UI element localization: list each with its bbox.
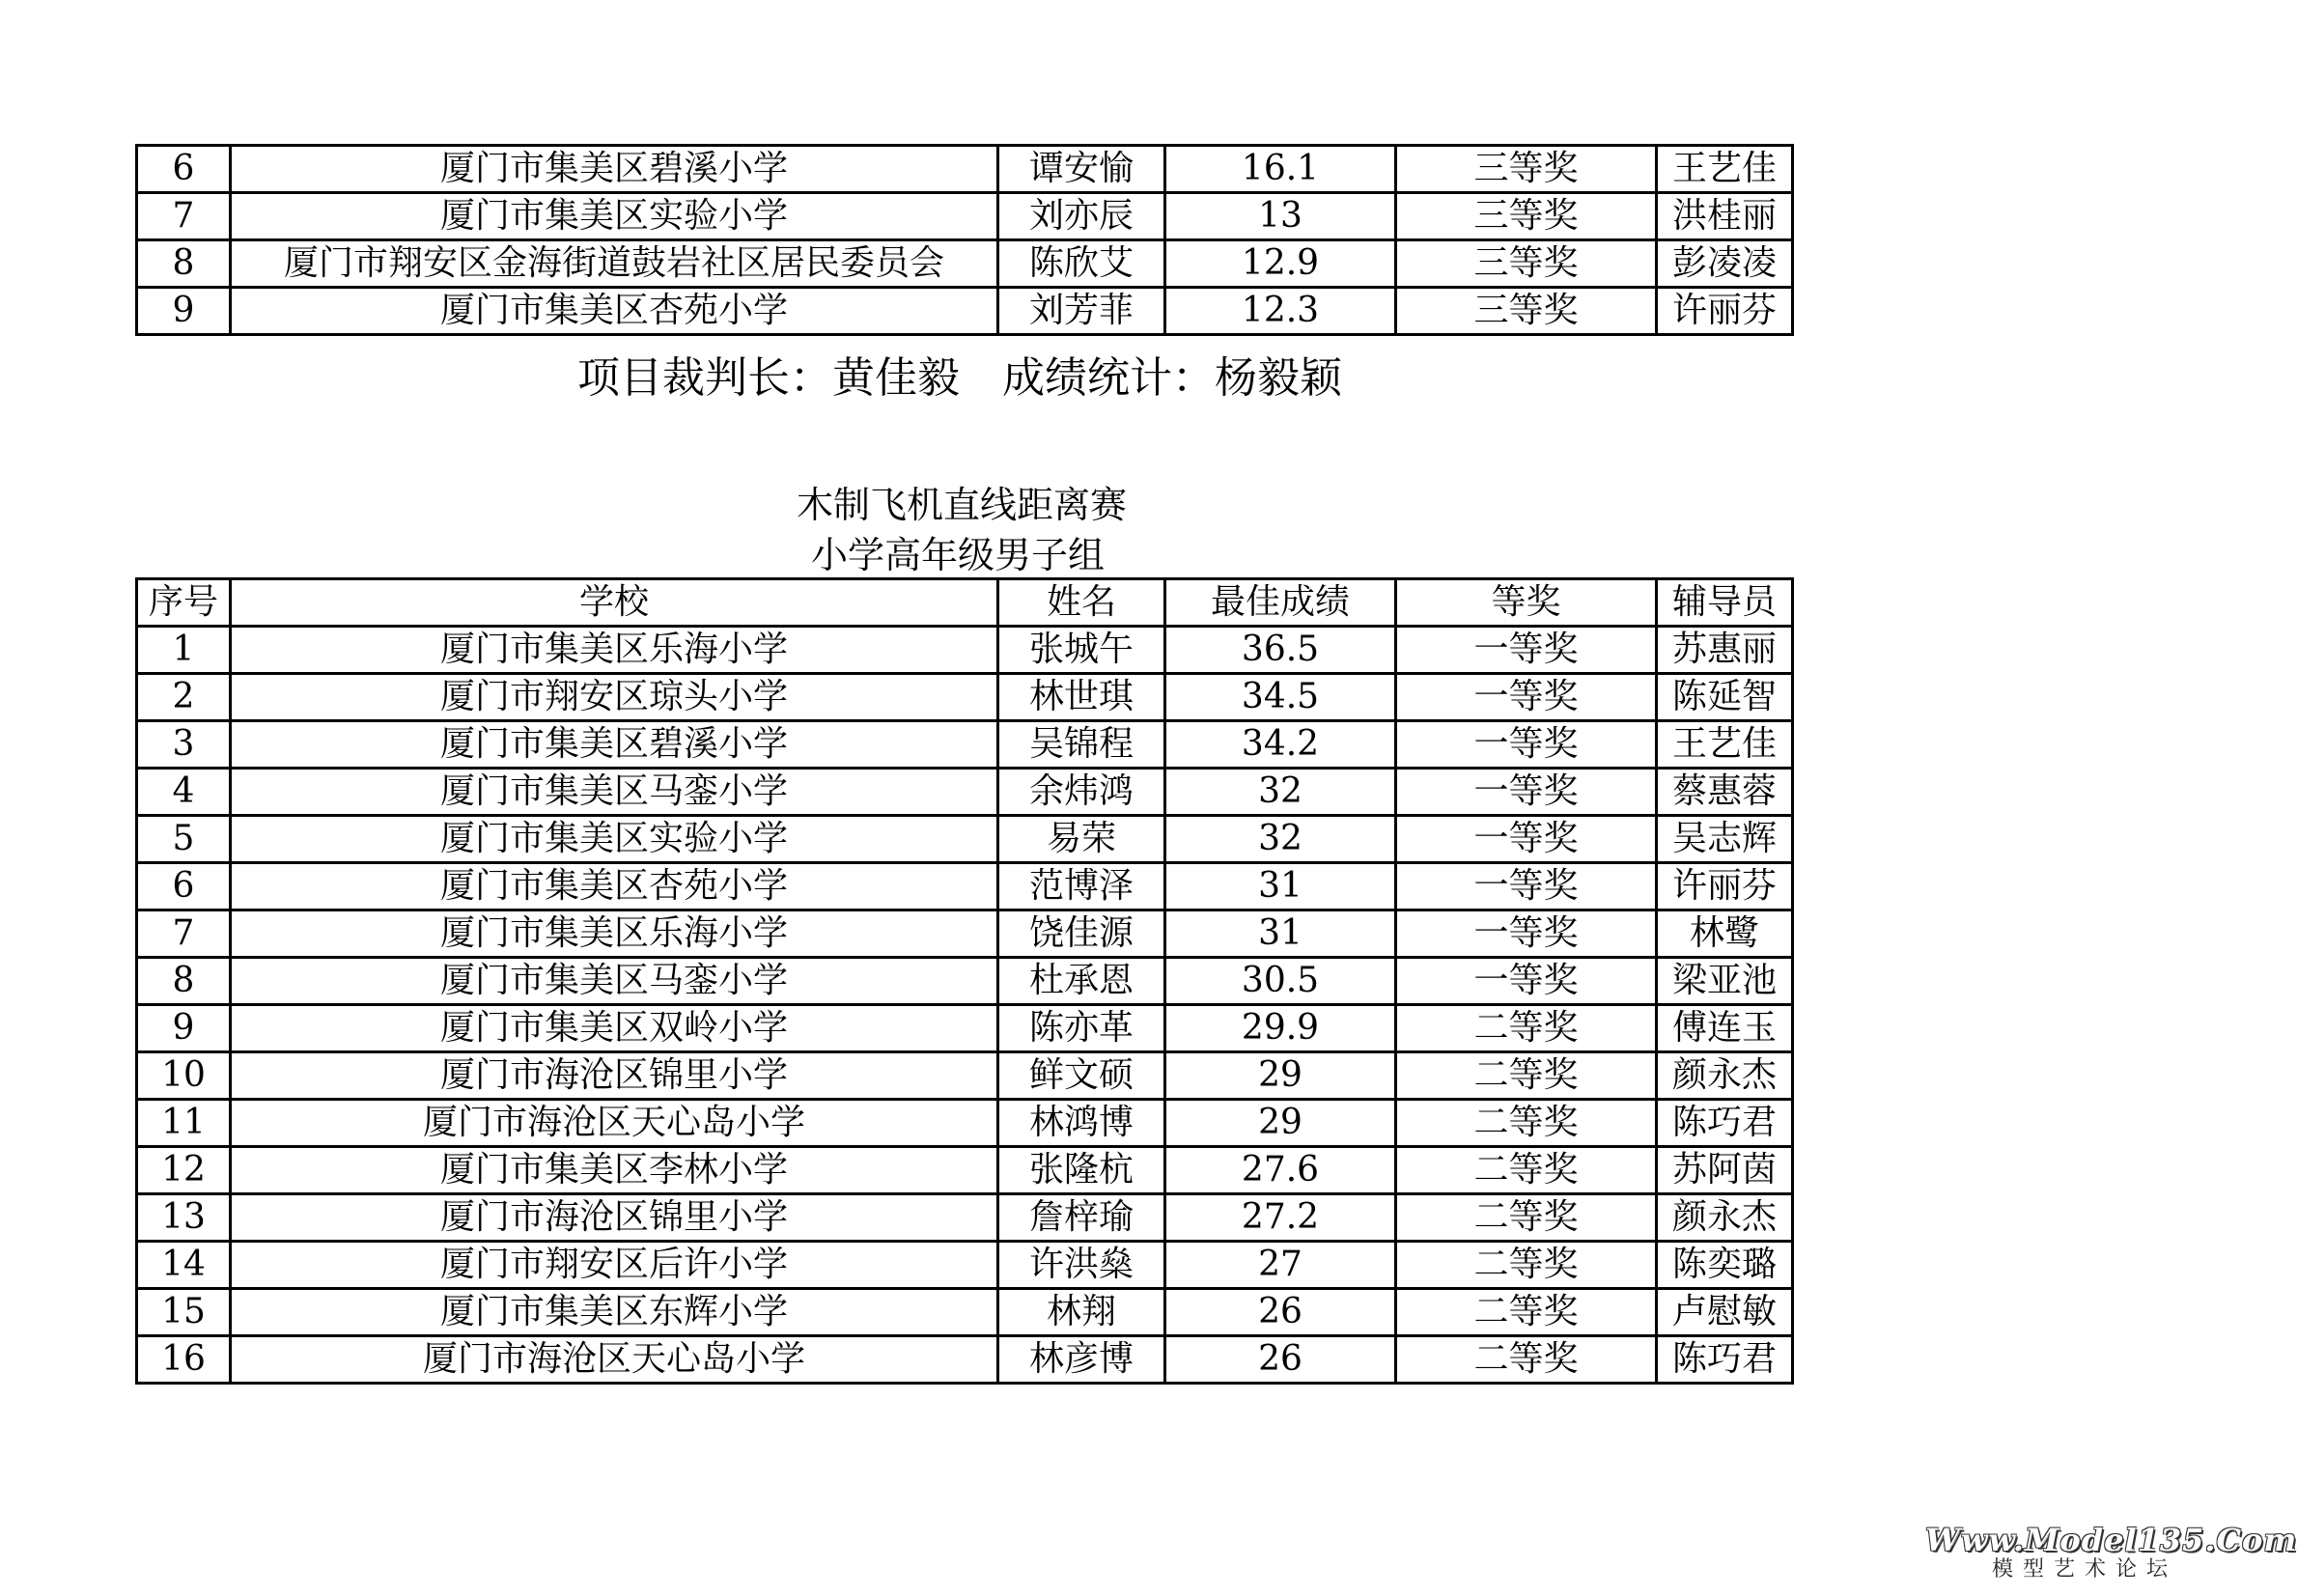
cell-seq: 5	[137, 816, 231, 863]
cell-coach: 许丽芬	[1657, 863, 1793, 910]
table-row	[137, 1289, 1793, 1336]
score-statistician: 成绩统计：杨毅颖	[1002, 353, 1342, 403]
cell-school: 厦门市集美区马銮小学	[231, 958, 998, 1005]
cell-coach: 卢慰敏	[1657, 1289, 1793, 1336]
table-row	[137, 193, 1793, 240]
cell-name: 林彦博	[998, 1336, 1165, 1384]
cell-school: 厦门市集美区乐海小学	[231, 910, 998, 958]
cell-score: 12.9	[1165, 240, 1396, 288]
cell-seq: 3	[137, 721, 231, 769]
cell-coach: 王艺佳	[1657, 146, 1793, 193]
group-title: 小学高年级男子组	[811, 534, 1106, 576]
cell-score: 30.5	[1165, 958, 1396, 1005]
cell-name: 刘芳菲	[998, 288, 1165, 335]
chief-judge: 项目裁判长：黄佳毅	[577, 353, 960, 403]
cell-score: 27.6	[1165, 1147, 1396, 1194]
cell-school: 厦门市集美区实验小学	[231, 816, 998, 863]
cell-score: 27	[1165, 1242, 1396, 1289]
cell-award: 一等奖	[1396, 958, 1657, 1005]
cell-name: 陈亦革	[998, 1005, 1165, 1052]
cell-award: 一等奖	[1396, 816, 1657, 863]
cell-name: 易荣	[998, 816, 1165, 863]
cell-coach: 王艺佳	[1657, 721, 1793, 769]
cell-name: 谭安愉	[998, 146, 1165, 193]
header-school: 学校	[231, 579, 998, 627]
cell-seq: 6	[137, 863, 231, 910]
cell-school: 厦门市翔安区后许小学	[231, 1242, 998, 1289]
cell-score: 16.1	[1165, 146, 1396, 193]
table-row	[137, 769, 1793, 816]
watermark-url: Www.Model135.Com	[1925, 1522, 2297, 1558]
cell-seq: 13	[137, 1194, 231, 1242]
cell-name: 许洪燊	[998, 1242, 1165, 1289]
cell-score: 29	[1165, 1052, 1396, 1100]
cell-award: 一等奖	[1396, 721, 1657, 769]
table-row	[137, 1336, 1793, 1384]
table-header-row	[137, 579, 1793, 627]
table-row	[137, 721, 1793, 769]
cell-score: 12.3	[1165, 288, 1396, 335]
cell-name: 杜承恩	[998, 958, 1165, 1005]
cell-coach: 陈奕璐	[1657, 1242, 1793, 1289]
cell-award: 二等奖	[1396, 1289, 1657, 1336]
cell-coach: 吴志辉	[1657, 816, 1793, 863]
cell-seq: 14	[137, 1242, 231, 1289]
cell-seq: 8	[137, 240, 231, 288]
table-row	[137, 627, 1793, 674]
table-row	[137, 1100, 1793, 1147]
cell-score: 27.2	[1165, 1194, 1396, 1242]
cell-name: 林翔	[998, 1289, 1165, 1336]
cell-score: 29	[1165, 1100, 1396, 1147]
cell-coach: 彭凌凌	[1657, 240, 1793, 288]
header-coach: 辅导员	[1657, 579, 1793, 627]
table-row	[137, 1242, 1793, 1289]
cell-award: 二等奖	[1396, 1194, 1657, 1242]
cell-name: 余炜鸿	[998, 769, 1165, 816]
cell-name: 陈欣艾	[998, 240, 1165, 288]
cell-name: 林鸿博	[998, 1100, 1165, 1147]
cell-award: 二等奖	[1396, 1336, 1657, 1384]
cell-seq: 8	[137, 958, 231, 1005]
cell-seq: 9	[137, 1005, 231, 1052]
table-row	[137, 1147, 1793, 1194]
cell-seq: 4	[137, 769, 231, 816]
cell-seq: 10	[137, 1052, 231, 1100]
results-table-body	[137, 146, 1793, 335]
results-table	[135, 577, 1794, 1385]
cell-coach: 许丽芬	[1657, 288, 1793, 335]
cell-school: 厦门市集美区乐海小学	[231, 627, 998, 674]
cell-name: 范博泽	[998, 863, 1165, 910]
officials-line	[577, 355, 1342, 402]
cell-coach: 林鹭	[1657, 910, 1793, 958]
results-table-body	[137, 627, 1793, 1384]
cell-school: 厦门市海沧区锦里小学	[231, 1052, 998, 1100]
cell-score: 31	[1165, 863, 1396, 910]
cell-award: 一等奖	[1396, 910, 1657, 958]
cell-award: 一等奖	[1396, 627, 1657, 674]
table-row	[137, 1052, 1793, 1100]
cell-award: 二等奖	[1396, 1147, 1657, 1194]
table-row	[137, 863, 1793, 910]
cell-coach: 傅连玉	[1657, 1005, 1793, 1052]
cell-seq: 16	[137, 1336, 231, 1384]
cell-score: 26	[1165, 1289, 1396, 1336]
cell-score: 32	[1165, 769, 1396, 816]
cell-coach: 颜永杰	[1657, 1194, 1793, 1242]
cell-score: 34.5	[1165, 674, 1396, 721]
cell-award: 一等奖	[1396, 769, 1657, 816]
cell-school: 厦门市集美区李林小学	[231, 1147, 998, 1194]
cell-school: 厦门市集美区东辉小学	[231, 1289, 998, 1336]
cell-score: 13	[1165, 193, 1396, 240]
cell-score: 32	[1165, 816, 1396, 863]
cell-coach: 陈延智	[1657, 674, 1793, 721]
cell-score: 36.5	[1165, 627, 1396, 674]
cell-score: 31	[1165, 910, 1396, 958]
cell-seq: 1	[137, 627, 231, 674]
cell-school: 厦门市翔安区琼头小学	[231, 674, 998, 721]
cell-name: 饶佳源	[998, 910, 1165, 958]
cell-score: 26	[1165, 1336, 1396, 1384]
cell-coach: 苏阿茵	[1657, 1147, 1793, 1194]
cell-award: 三等奖	[1396, 146, 1657, 193]
cell-award: 二等奖	[1396, 1005, 1657, 1052]
cell-award: 三等奖	[1396, 288, 1657, 335]
cell-school: 厦门市集美区马銮小学	[231, 769, 998, 816]
table-row	[137, 288, 1793, 335]
cell-seq: 11	[137, 1100, 231, 1147]
cell-school: 厦门市集美区双岭小学	[231, 1005, 998, 1052]
table-row	[137, 240, 1793, 288]
header-name: 姓名	[998, 579, 1165, 627]
table-row	[137, 910, 1793, 958]
cell-school: 厦门市海沧区锦里小学	[231, 1194, 998, 1242]
cell-seq: 15	[137, 1289, 231, 1336]
cell-award: 一等奖	[1396, 674, 1657, 721]
cell-seq: 2	[137, 674, 231, 721]
cell-name: 詹梓瑜	[998, 1194, 1165, 1242]
table-row	[137, 958, 1793, 1005]
cell-coach: 梁亚池	[1657, 958, 1793, 1005]
cell-award: 二等奖	[1396, 1242, 1657, 1289]
table-row	[137, 816, 1793, 863]
cell-seq: 6	[137, 146, 231, 193]
cell-score: 29.9	[1165, 1005, 1396, 1052]
cell-award: 二等奖	[1396, 1100, 1657, 1147]
header-award: 等奖	[1396, 579, 1657, 627]
cell-coach: 蔡惠蓉	[1657, 769, 1793, 816]
table-row	[137, 146, 1793, 193]
cell-seq: 12	[137, 1147, 231, 1194]
cell-name: 吴锦程	[998, 721, 1165, 769]
table-row	[137, 1005, 1793, 1052]
cell-name: 张城午	[998, 627, 1165, 674]
cell-name: 林世琪	[998, 674, 1165, 721]
cell-school: 厦门市集美区碧溪小学	[231, 146, 998, 193]
event-title: 木制飞机直线距离赛	[797, 484, 1128, 526]
table-row	[137, 674, 1793, 721]
cell-school: 厦门市集美区碧溪小学	[231, 721, 998, 769]
header-score: 最佳成绩	[1165, 579, 1396, 627]
cell-name: 鲜文硕	[998, 1052, 1165, 1100]
cell-award: 一等奖	[1396, 863, 1657, 910]
cell-school: 厦门市海沧区天心岛小学	[231, 1100, 998, 1147]
cell-school: 厦门市海沧区天心岛小学	[231, 1336, 998, 1384]
cell-seq: 7	[137, 910, 231, 958]
cell-seq: 9	[137, 288, 231, 335]
cell-coach: 洪桂丽	[1657, 193, 1793, 240]
cell-seq: 7	[137, 193, 231, 240]
cell-coach: 陈巧君	[1657, 1100, 1793, 1147]
cell-school: 厦门市翔安区金海街道鼓岩社区居民委员会	[231, 240, 998, 288]
cell-score: 34.2	[1165, 721, 1396, 769]
results-table-continued	[135, 144, 1794, 336]
watermark-forum-name: 模型艺术论坛	[1991, 1557, 2177, 1582]
cell-name: 张隆杭	[998, 1147, 1165, 1194]
cell-coach: 颜永杰	[1657, 1052, 1793, 1100]
cell-school: 厦门市集美区实验小学	[231, 193, 998, 240]
table-row	[137, 1194, 1793, 1242]
cell-award: 三等奖	[1396, 240, 1657, 288]
cell-name: 刘亦辰	[998, 193, 1165, 240]
cell-school: 厦门市集美区杏苑小学	[231, 863, 998, 910]
cell-coach: 陈巧君	[1657, 1336, 1793, 1384]
header-seq: 序号	[137, 579, 231, 627]
cell-coach: 苏惠丽	[1657, 627, 1793, 674]
cell-award: 三等奖	[1396, 193, 1657, 240]
cell-award: 二等奖	[1396, 1052, 1657, 1100]
cell-school: 厦门市集美区杏苑小学	[231, 288, 998, 335]
site-watermark	[1925, 1522, 2297, 1582]
